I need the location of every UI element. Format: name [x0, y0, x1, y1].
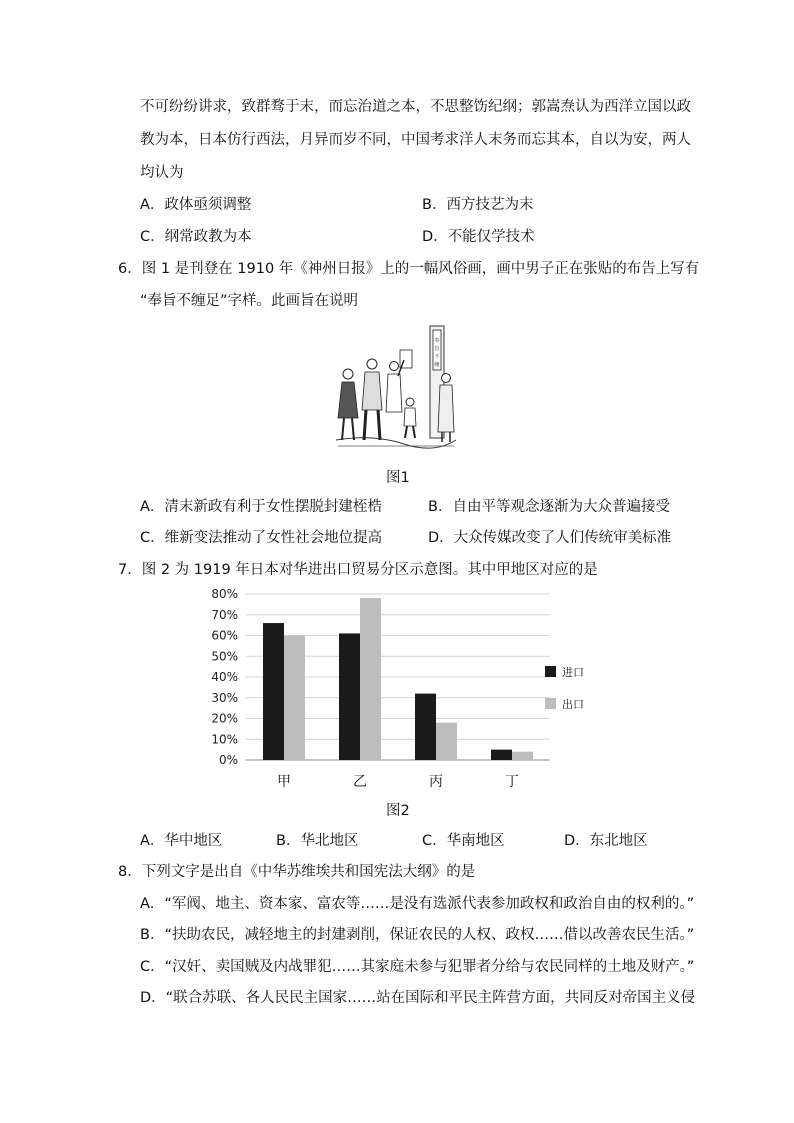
q5-line-2: 教为本，日本仿行西法，月异而岁不同，中国考求洋人末务而忘其本，自以为安，两人 — [140, 132, 691, 148]
chart-legend-label: 出口 — [562, 698, 584, 711]
chart-y-tick-label: 70% — [211, 607, 238, 622]
chart-legend-swatch — [545, 698, 556, 709]
q5-option-b: B．西方技艺为末 — [422, 197, 534, 213]
q6-option-b: B．自由平等观念逐渐为大众普遍接受 — [428, 499, 670, 515]
q6-option-c: C．维新变法推动了女性社会地位提高 — [140, 530, 383, 546]
chart-y-tick-label: 20% — [211, 711, 238, 726]
chart-x-tick-label: 甲 — [277, 774, 291, 790]
q7-option-b: B．华北地区 — [276, 833, 359, 849]
q7-option-d: D．东北地区 — [564, 833, 648, 849]
q6-stem-line-1: 6．图 1 是刊登在 1910 年《神州日报》上的一幅风俗画，画中男子正在张贴的布告上写有 — [118, 261, 700, 277]
q6-option-d: D．大众传媒改变了人们传统审美标准 — [428, 530, 672, 546]
chart-bar-进口-甲 — [263, 623, 284, 760]
chart-y-tick-label: 80% — [211, 587, 238, 601]
chart-bar-出口-丙 — [436, 723, 457, 760]
figure-1-illustration — [334, 322, 458, 450]
q7-option-c: C．华南地区 — [422, 833, 505, 849]
chart-bar-进口-乙 — [339, 633, 360, 760]
chart-bar-出口-乙 — [360, 598, 381, 760]
chart-x-tick-label: 丙 — [429, 774, 443, 790]
chart-y-tick-label: 30% — [211, 690, 238, 705]
chart-y-tick-label: 60% — [211, 628, 238, 643]
chart-bar-出口-甲 — [284, 636, 305, 761]
svg-text:奉: 奉 — [434, 338, 440, 344]
figure-2-caption: 图2 — [386, 803, 410, 819]
chart-legend-swatch — [545, 666, 556, 677]
q8-option-a: A．“军阀、地主、资本家、富农等……是没有选派代表参加政权和政治自由的权利的。” — [140, 896, 695, 912]
chart-bar-进口-丙 — [415, 694, 436, 760]
chart-bar-进口-丁 — [491, 750, 512, 760]
chart-y-tick-label: 0% — [218, 753, 238, 767]
q7-option-a: A．华中地区 — [140, 833, 223, 849]
q8-option-c: C．“汉奸、卖国贼及内战罪犯……其家庭未参与犯罪者分给与农民同样的土地及财产。” — [140, 959, 695, 975]
q6-option-a: A．清末新政有利于女性摆脱封建桎梏 — [140, 499, 382, 515]
q5-option-d: D．不能仅学技术 — [422, 229, 535, 245]
svg-text:旨: 旨 — [434, 346, 440, 352]
q6-stem-line-2: “奉旨不缠足”字样。此画旨在说明 — [140, 293, 359, 309]
chart-bar-出口-丁 — [512, 752, 533, 760]
chart-legend-label: 进口 — [562, 666, 584, 679]
figure-1-caption: 图1 — [386, 470, 410, 486]
chart-y-tick-label: 10% — [211, 732, 238, 747]
figure-2-bar-chart — [200, 582, 620, 792]
q8-option-b: B．“扶助农民，减轻地主的封建剥削，保证农民的人权、政权……借以改善农民生活。” — [140, 927, 695, 943]
chart-x-tick-label: 乙 — [353, 774, 367, 790]
svg-text:不: 不 — [434, 354, 440, 360]
chart-x-tick-label: 丁 — [505, 774, 519, 790]
q5-option-a: A．政体亟须调整 — [140, 197, 252, 213]
q8-stem: 8．下列文字是出自《中华苏维埃共和国宪法大纲》的是 — [118, 864, 476, 880]
q5-line-3: 均认为 — [140, 165, 184, 181]
q7-stem: 7．图 2 为 1919 年日本对华进出口贸易分区示意图。其中甲地区对应的是 — [118, 562, 598, 578]
q5-option-c: C．纲常政教为本 — [140, 229, 252, 245]
q5-line-1: 不可纷纷讲求，致群骛于末，而忘治道之本，不思整饬纪纲；郭嵩焘认为西洋立国以政 — [140, 99, 691, 115]
svg-text:缠: 缠 — [434, 362, 440, 368]
chart-y-tick-label: 50% — [211, 649, 238, 664]
chart-y-tick-label: 40% — [211, 670, 238, 684]
q8-option-d: D．“联合苏联、各人民民主国家……站在国际和平民主阵营方面，共同反对帝国主义侵 — [140, 990, 696, 1006]
